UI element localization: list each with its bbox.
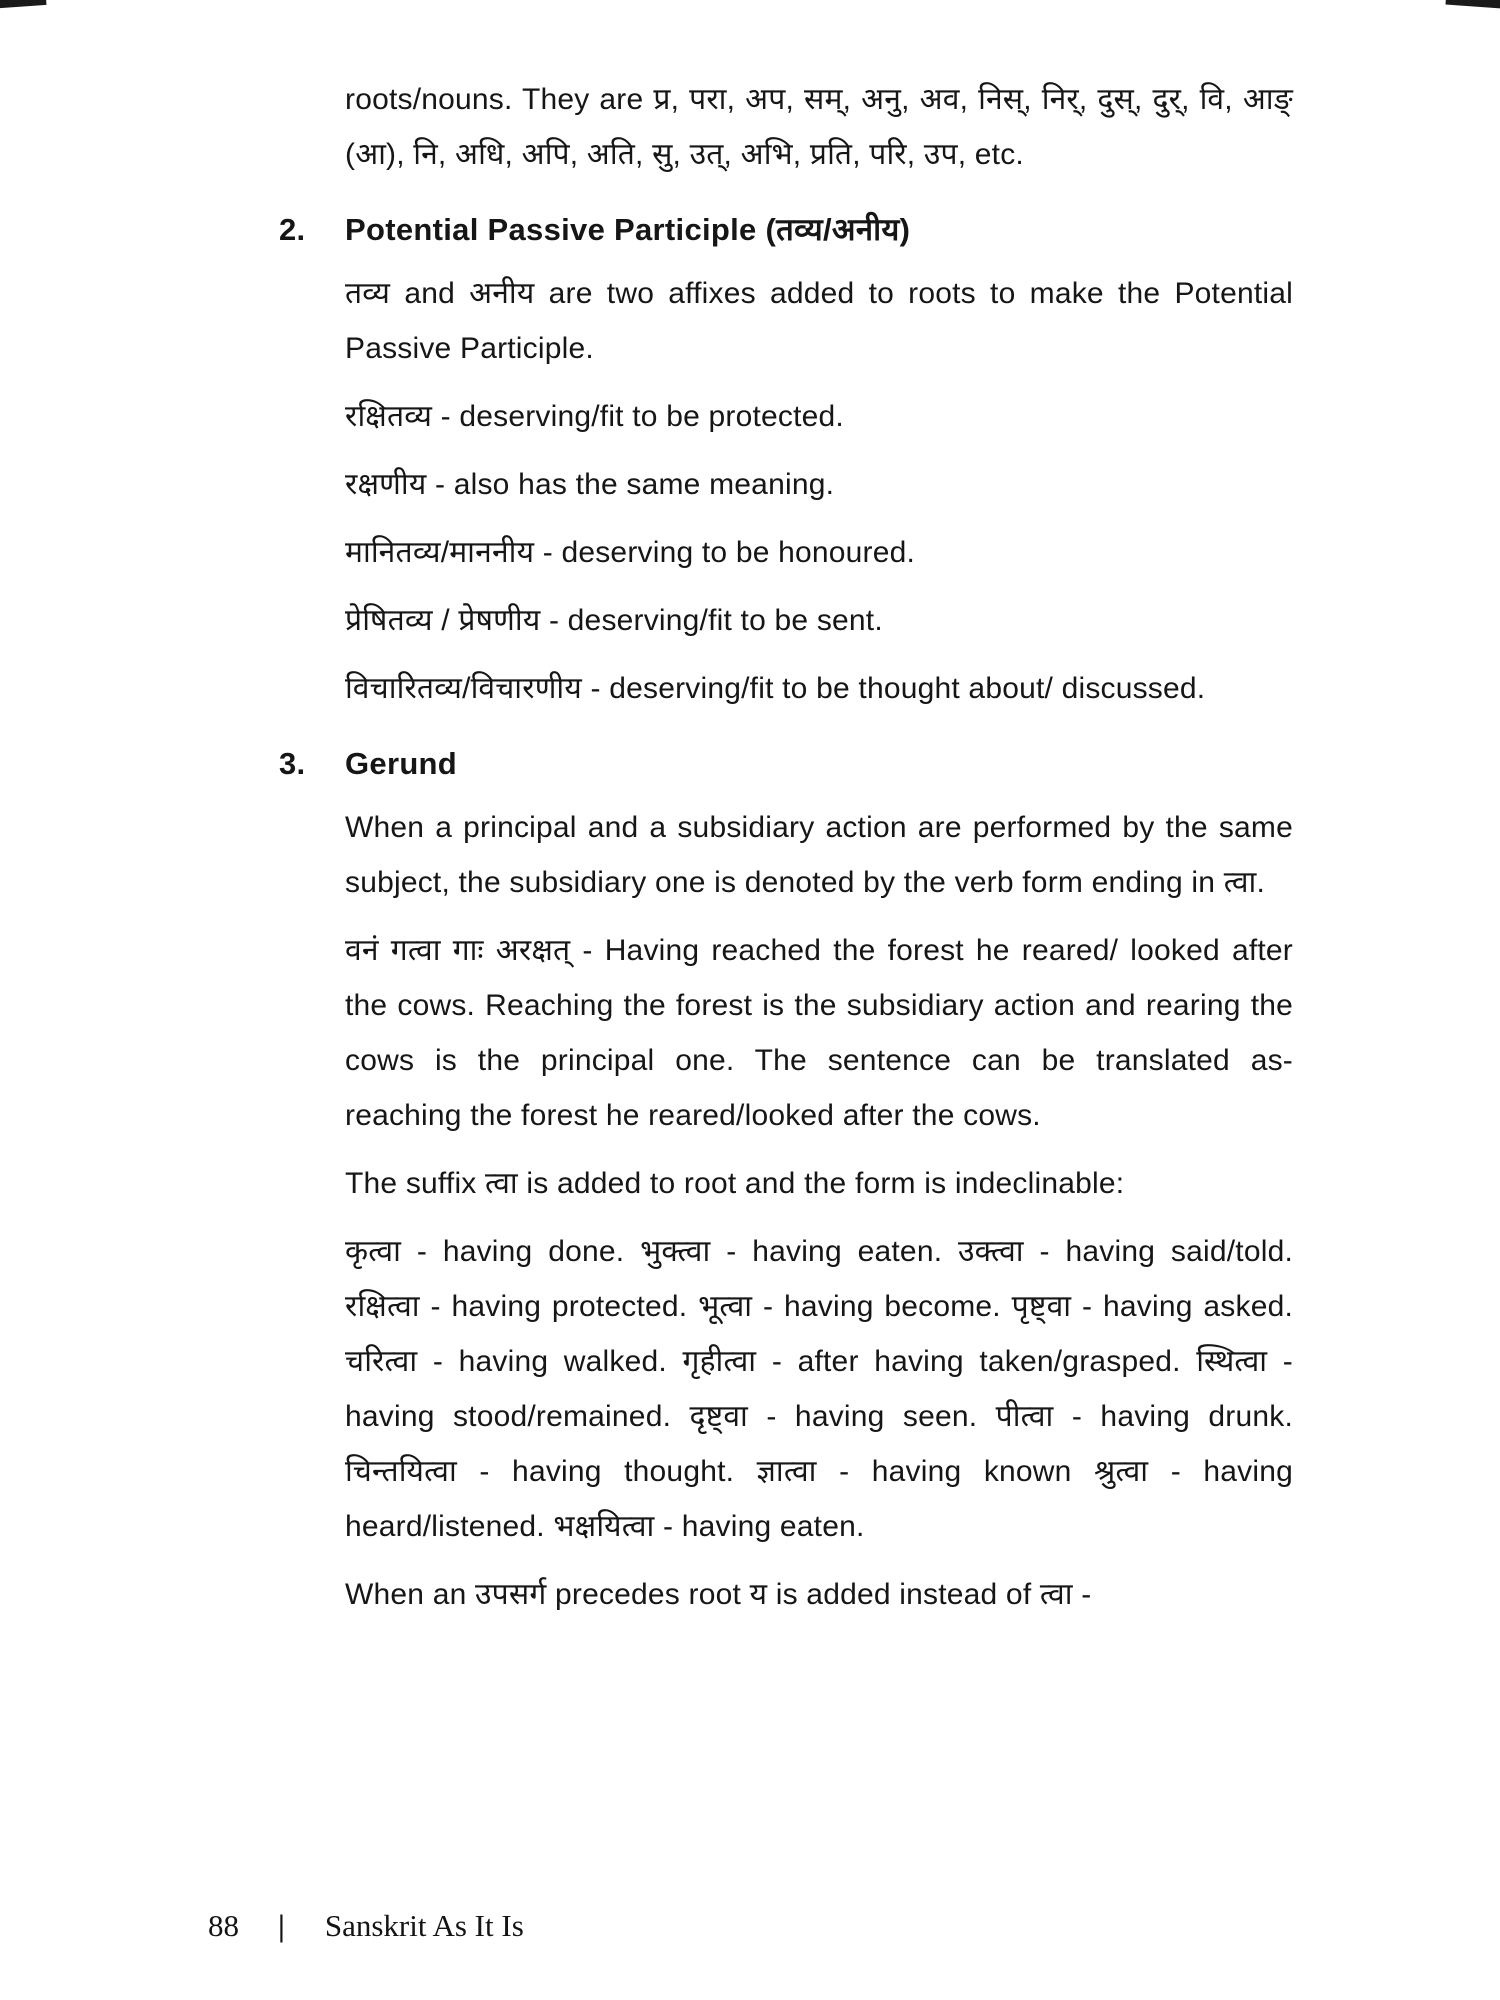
section-number: 2. [279, 212, 306, 247]
paragraph-gerund-example: वनं गत्वा गाः अरक्षत् - Having reached the forest he reared/ looked after the cows. Reaching the forest is the subsidiary action and rearing the cows is the principal one. The sentence can be translated as- reaching the forest he reared/looked after the cows. [345, 934, 1293, 1132]
paragraph-affixes-intro: तव्य and अनीय are two affixes added to roots to make the Potential Passive Participle. [345, 277, 1293, 365]
gloss-preshitavya: प्रेषितव्य / प्रेषणीय - deserving/fit to be sent. [345, 604, 883, 637]
scan-artifact-top-right [1445, 0, 1500, 9]
scan-artifact-top-left [0, 0, 46, 9]
paragraph-gerund-examples-list: कृत्वा - having done. भुक्त्वा - having eaten. उक्त्वा - having said/told. रक्षित्वा - having protected. भूत्वा - having become. पृष्ट्वा - having asked. चरित्वा - having walked. गृहीत्वा - after having taken/grasped. स्थित्वा - having stood/remained. दृष्ट्वा - having seen. पीत्वा - having drunk. चिन्तयित्वा - having thought. ज्ञात्वा - having known श्रुत्वा - having heard/listened. भक्षयित्वा - having eaten. [345, 1235, 1293, 1543]
page-number: 88 [208, 1908, 239, 1943]
section-title: Gerund [345, 746, 458, 781]
book-title: Sanskrit As It Is [324, 1908, 524, 1943]
footer-separator: | [278, 1908, 285, 1943]
gloss-rakshaniya: रक्षणीय - also has the same meaning. [345, 468, 835, 501]
section-heading-potential-passive-participle [279, 206, 1293, 254]
page-content [279, 72, 1293, 1635]
intro-paragraph: roots/nouns. They are प्र, परा, अप, सम्, अनु, अव, निस्, निर्, दुस्, दुर्, वि, आङ् (आ), नि, अधि, अपि, अति, सु, उत्, अभि, प्रति, परि, उप, etc. [345, 83, 1293, 171]
page-footer [208, 1906, 524, 1946]
gloss-rakshitavya: रक्षितव्य - deserving/fit to be protected. [345, 400, 844, 433]
paragraph-upasarga-note: When an उपसर्ग precedes root य is added instead of त्वा - [345, 1578, 1092, 1611]
paragraph-gerund-definition: When a principal and a subsidiary action are performed by the same subject, the subsidiary one is denoted by the verb form ending in त्वा. [345, 811, 1293, 899]
section-number: 3. [279, 746, 306, 781]
gloss-manitavya: मानितव्य/माननीय - deserving to be honoured. [345, 536, 916, 569]
paragraph-suffix-tva: The suffix त्वा is added to root and the form is indeclinable: [345, 1167, 1125, 1200]
section-title: Potential Passive Participle (तव्य/अनीय) [345, 212, 911, 247]
section-heading-gerund [279, 740, 1293, 788]
gloss-vicharitavya: विचारितव्य/विचारणीय - deserving/fit to be thought about/ discussed. [345, 672, 1206, 705]
